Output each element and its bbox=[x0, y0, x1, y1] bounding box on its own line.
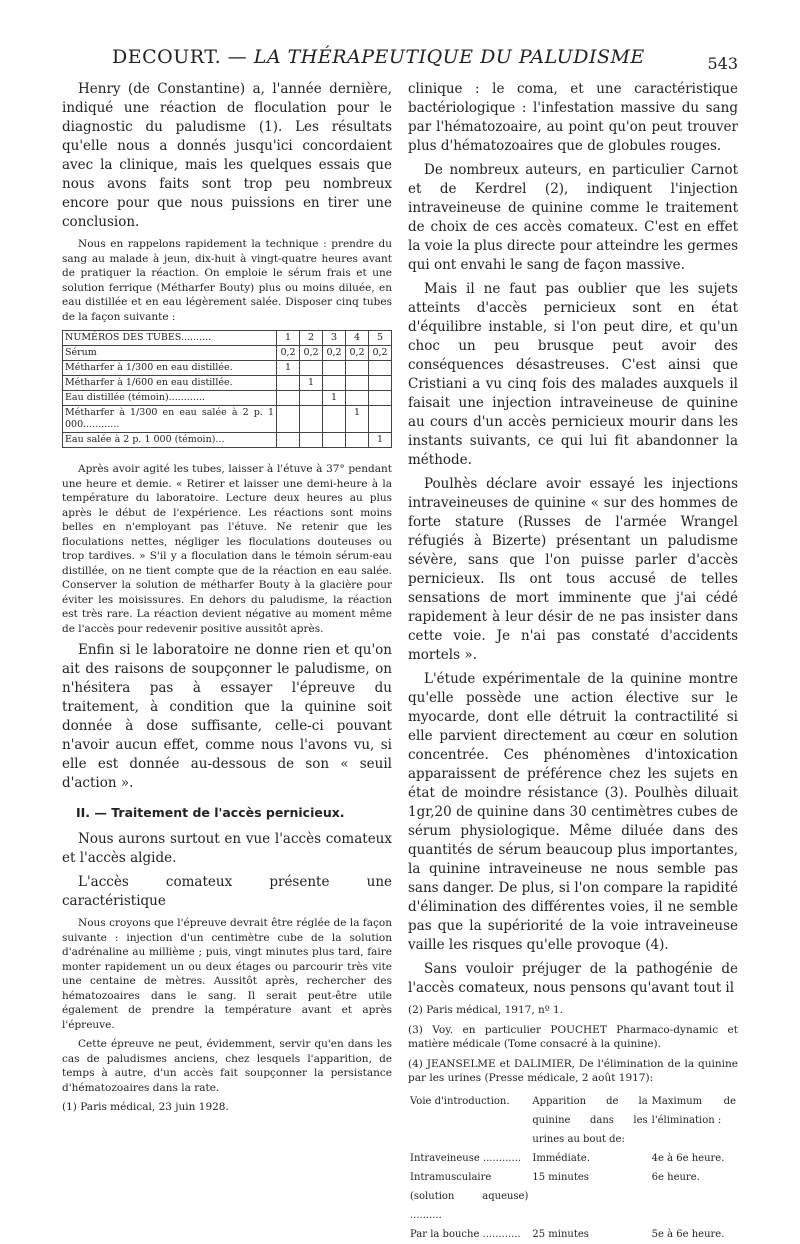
table-row bbox=[63, 391, 392, 406]
table-row bbox=[408, 1149, 738, 1168]
table-row bbox=[63, 346, 392, 361]
table-cell bbox=[300, 391, 323, 406]
table-cell bbox=[300, 361, 323, 376]
running-header bbox=[112, 46, 645, 68]
table-cell bbox=[300, 433, 323, 448]
row-label: Métharfer à 1/300 en eau distillée. bbox=[63, 361, 277, 376]
paragraph: clinique : le coma, et une caractéristique bactériologique : l'infestation massive du sang par l'hématozoaire, au point qu'on peut trouver plus d'hématozoaires que de globules rouges. bbox=[408, 81, 738, 154]
table-cell: 1 bbox=[369, 433, 392, 448]
table-cell bbox=[277, 433, 300, 448]
paragraph: Poulhès déclare avoir essayé les injections intraveineuses de quinine « sur des hommes de forte stature (Russes de l'armée Wrangel réfugiés à Bizerte) présentant un paludisme sévère, sans que l'on puisse parler d'accès pernicieux. Ils ont tous accusé de telles sensations de mort imminente que j'ai cédé rapidement à leur désir de ne pas insister dans cette voie. Je n'ai pas constaté d'accidents mortels ». bbox=[408, 476, 738, 663]
paragraph: Mais il ne faut pas oublier que les sujets atteints d'accès pernicieux sont en état d'équilibre instable, si l'on peut dire, et qu'un choc un peu brusque peut avoir des conséquences désastreuses. C'est ainsi que Cristiani a vu cinq fois des malades auxquels il faisait une injection intraveineuse de quinine au cours d'un accès pernicieux mourir dans les instants suivants, ce qui lui fit abandonner la méthode. bbox=[408, 281, 738, 468]
section-heading: II. — Traitement de l'accès pernicieux. bbox=[76, 805, 345, 820]
table-cell: 1 bbox=[323, 391, 346, 406]
col-header: Maximum de l'élimination : bbox=[651, 1095, 736, 1126]
row-label: Eau distillée (témoin)............ bbox=[63, 391, 277, 406]
table-cell bbox=[369, 361, 392, 376]
col-header: 3 bbox=[323, 331, 346, 346]
table-cell bbox=[277, 376, 300, 391]
table-cell: 0,2 bbox=[369, 346, 392, 361]
paragraph: Enfin si le laboratoire ne donne rien et qu'on ait des raisons de soupçonner le paludisme, on n'hésitera pas à essayer l'épreuve du traitement, à condition que la quinine soit donnée à dose suffisante, celle-ci pouvant n'avoir aucun effet, comme nous l'avons vu, si elle est donnée au-dessous de son « seuil d'action ». bbox=[62, 642, 392, 791]
right-column bbox=[408, 80, 738, 1244]
table-cell: 4e à 6e heure. bbox=[651, 1152, 725, 1164]
footnote-paragraph: Nous croyons que l'épreuve devrait être réglée de la façon suivante : injection d'un centimètre cube de la solution d'adrénaline au millième ; puis, vingt minutes plus tard, faire monter rapidement un ou deux étages ou parcourir très vite une centaine de mètres. Aussitôt après, rechercher des hématozoaires dans le sang. Il serait peut-être utile également de prendre la température avant et après l'épreuve. bbox=[62, 917, 392, 1031]
table-cell bbox=[277, 391, 300, 406]
row-label: Eau salée à 2 p. 1 000 (témoin)... bbox=[63, 433, 277, 448]
header-author: DECOURT. bbox=[112, 46, 222, 68]
table-cell: 1 bbox=[277, 361, 300, 376]
footnote: (1) Paris médical, 23 juin 1928. bbox=[62, 1101, 229, 1113]
paragraph: L'étude expérimentale de la quinine montre qu'elle possède une action élective sur le myocarde, dont elle détruit la contractilité si elle parvient directement au cœur en solution concentrée. Ces phénomènes d'intoxication apparaissent de préférence chez les sujets en état de moindre résistance (3). Poulhès diluait 1gr,20 de quinine dans 30 centimètres cubes de sérum physiologique. Même diluée dans des quantités de sérum beaucoup plus importantes, la quinine intraveineuse ne nous semble pas sans danger. De plus, si l'on compare la rapidité d'élimination des différentes voies, il ne semble pas que la supériorité de la voie intraveineuse vaille les risques qu'elle provoque (4). bbox=[408, 671, 738, 953]
tubes-table bbox=[62, 330, 392, 448]
table-cell: Immédiate. bbox=[532, 1152, 590, 1164]
table-header-cell: NUMÉROS DES TUBES.......... bbox=[63, 331, 277, 346]
paragraph: L'accès comateux présente une caractéristique bbox=[62, 874, 392, 909]
table-cell bbox=[323, 406, 346, 433]
footnote-paragraph: Cette épreuve ne peut, évidemment, servir qu'en dans les cas de paludismes anciens, chez lesquels l'apparition, de temps à autre, d'un accès fait soupçonner la persistance d'hématozoaires dans la rate. bbox=[62, 1038, 392, 1094]
row-label: Métharfer à 1/300 en eau salée à 2 p. 1 000............ bbox=[63, 406, 277, 433]
table-row bbox=[408, 1168, 738, 1225]
table-cell: 25 minutes bbox=[532, 1228, 589, 1240]
table-cell: 6e heure. bbox=[651, 1171, 700, 1183]
table-cell: Intraveineuse ............ bbox=[410, 1152, 522, 1164]
small-paragraph: Après avoir agité les tubes, laisser à l'étuve à 37° pendant une heure et demie. « Retirer et laisser une demi-heure à la température du laboratoire. Lecture deux heures au plus après le début de l'expérience. Les réactions sont moins belles en n'employant pas l'étuve. Ne retenir que les floculations nettes, négliger les floculations douteuses ou trop tardives. » S'il y a floculation dans le témoin sérum-eau distillée, on ne tient compte que de la réaction en eau salée. Conserver la solution de métharfer Bouty à la glacière pour éviter les moisissures. En dehors du paludisme, la réaction est très rare. La réaction devient négative au moment même de l'accès pour redevenir positive aussitôt après. bbox=[62, 463, 392, 635]
paragraph: Henry (de Constantine) a, l'année dernière, indiqué une réaction de floculation pour le diagnostic du paludisme (1). Les résultats qu'elle nous a donnés jusqu'ici concordaient avec la clinique, mais les quelques essais que nous avons faits sont trop peu nombreux encore pour que nous puissions en tirer une conclusion. bbox=[62, 81, 392, 230]
table-cell bbox=[346, 376, 369, 391]
table-cell: Intramusculaire (solution aqueuse) .......... bbox=[410, 1171, 529, 1221]
table-cell bbox=[323, 361, 346, 376]
elimination-table bbox=[408, 1092, 738, 1244]
table-row bbox=[63, 361, 392, 376]
table-cell bbox=[346, 433, 369, 448]
paragraph: Sans vouloir préjuger de la pathogénie de l'accès comateux, nous pensons qu'avant tout il bbox=[408, 961, 738, 996]
table-cell: 0,2 bbox=[300, 346, 323, 361]
col-header: 1 bbox=[277, 331, 300, 346]
small-paragraph: Nous en rappelons rapidement la technique : prendre du sang au malade à jeun, dix-huit à vingt-quatre heures avant de pratiquer la réaction. On emploie le sérum frais et une solution ferrique (Métharfer Bouty) plus ou moins diluée, en eau distillée et en eau légèrement salée. Disposer cinq tubes de la façon suivante : bbox=[62, 238, 392, 323]
table-row bbox=[63, 331, 392, 346]
footnote: (2) Paris médical, 1917, nº 1. bbox=[408, 1004, 564, 1016]
table-cell bbox=[323, 376, 346, 391]
table-cell: 0,2 bbox=[346, 346, 369, 361]
table-cell: 1 bbox=[300, 376, 323, 391]
table-cell bbox=[323, 433, 346, 448]
table-cell bbox=[369, 406, 392, 433]
table-cell bbox=[346, 361, 369, 376]
header-title: — LA THÉRAPEUTIQUE DU PALUDISME bbox=[227, 46, 645, 68]
table-cell: 0,2 bbox=[323, 346, 346, 361]
table-cell bbox=[369, 391, 392, 406]
table-cell bbox=[346, 391, 369, 406]
table-cell bbox=[277, 406, 300, 433]
table-cell: Par la bouche ............ bbox=[410, 1228, 521, 1240]
table-cell: 15 minutes bbox=[532, 1171, 589, 1183]
table-row bbox=[408, 1092, 738, 1149]
table-cell: 5e à 6e heure. bbox=[651, 1228, 725, 1240]
table-cell: 0,2 bbox=[277, 346, 300, 361]
table-row bbox=[63, 376, 392, 391]
page-number: 543 bbox=[707, 54, 738, 73]
table-row bbox=[408, 1225, 738, 1244]
footnote: (3) Voy. en particulier POUCHET Pharmaco-dynamic et matière médicale (Tome consacré à la quinine). bbox=[408, 1023, 738, 1050]
table-cell: 1 bbox=[346, 406, 369, 433]
table-row bbox=[63, 433, 392, 448]
table-cell bbox=[369, 376, 392, 391]
table-cell bbox=[300, 406, 323, 433]
table-row bbox=[63, 406, 392, 433]
col-header: Apparition de la quinine dans les urines au bout de: bbox=[532, 1095, 648, 1145]
col-header: 5 bbox=[369, 331, 392, 346]
row-label: Métharfer à 1/600 en eau distillée. bbox=[63, 376, 277, 391]
left-column bbox=[62, 80, 392, 1120]
paragraph: Nous aurons surtout en vue l'accès comateux et l'accès algide. bbox=[62, 831, 392, 866]
col-header: 2 bbox=[300, 331, 323, 346]
row-label: Sérum bbox=[63, 346, 277, 361]
col-header: 4 bbox=[346, 331, 369, 346]
footnote: (4) JEANSELME et DALIMIER, De l'élimination de la quinine par les urines (Presse médicale, 2 août 1917): bbox=[408, 1057, 738, 1084]
col-header: Voie d'introduction. bbox=[410, 1095, 510, 1107]
paragraph: De nombreux auteurs, en particulier Carnot et de Kerdrel (2), indiquent l'injection intraveineuse de quinine comme le traitement de choix de ces accès comateux. C'est en effet la voie la plus directe pour atteindre les germes qui ont envahi le sang de façon massive. bbox=[408, 162, 738, 273]
